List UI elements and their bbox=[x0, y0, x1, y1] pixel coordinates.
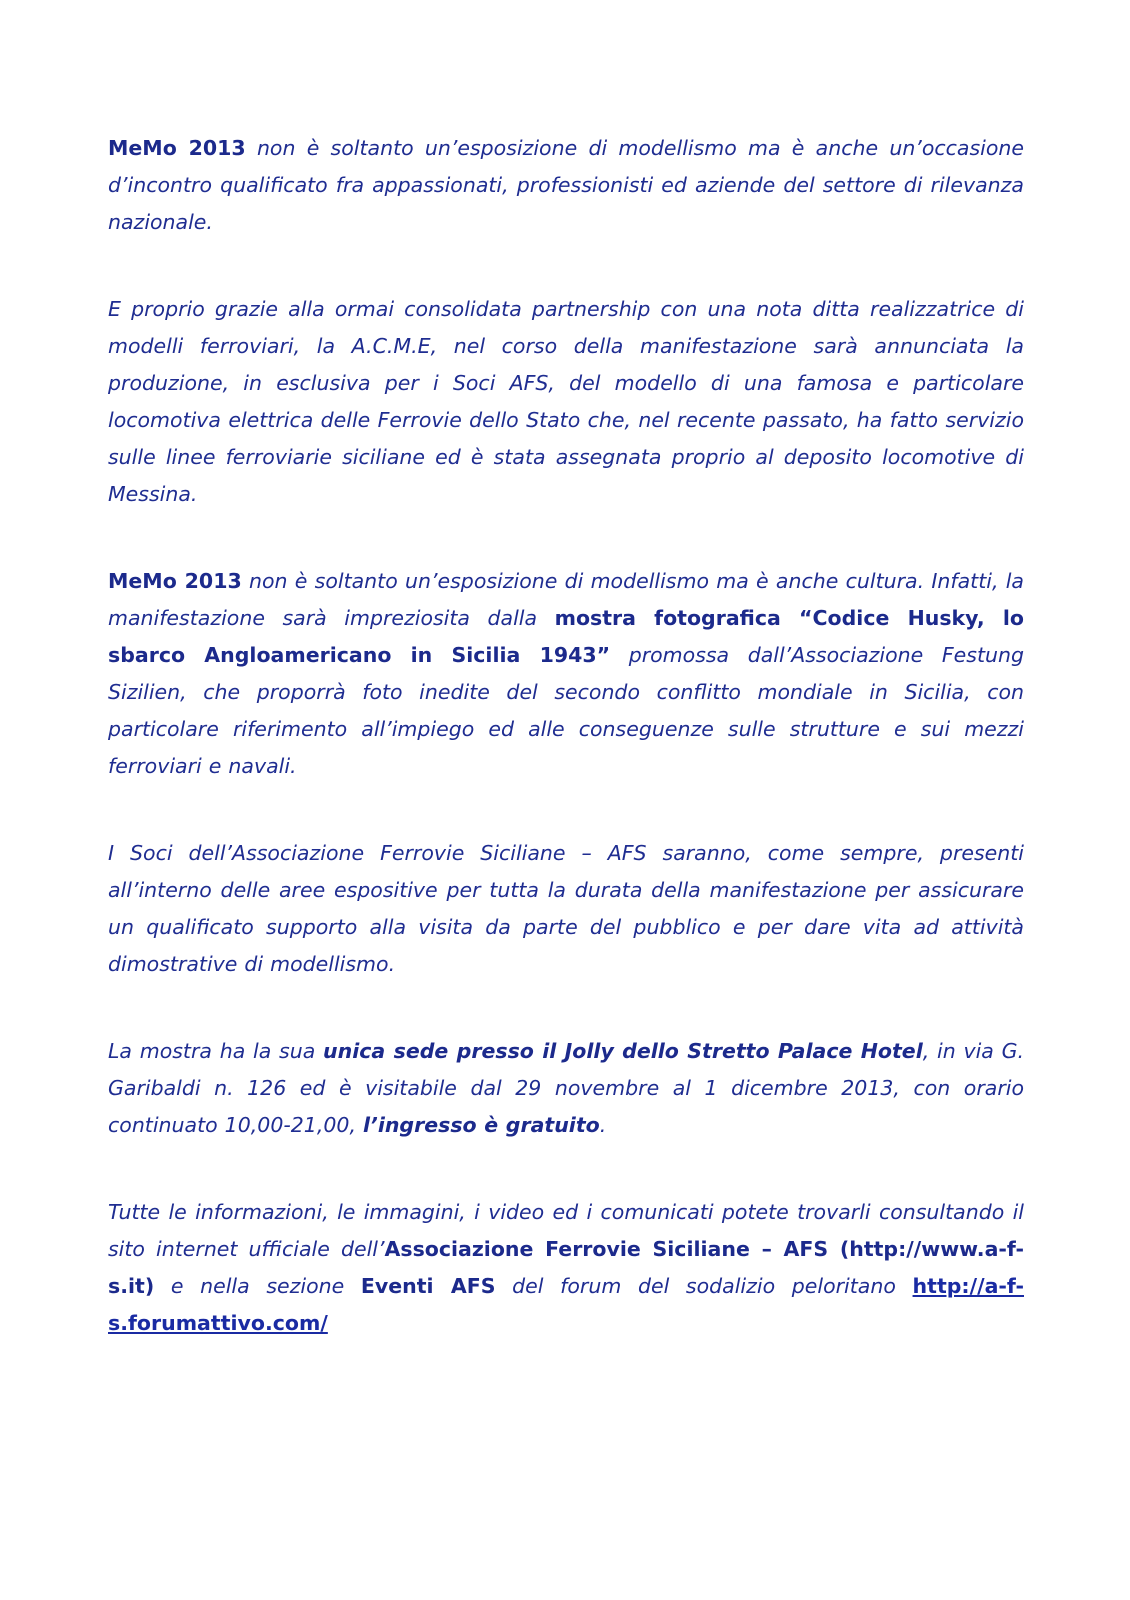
document-body bbox=[108, 130, 1024, 1342]
paragraph-text: E proprio grazie alla ormai consolidata partnership con una nota ditta realizzatrice di modelli ferroviari, la A.C.M.E, nel corso della manifestazione sarà annunciata la produzione, in esclusiva per i Soci AFS, del modello di una famosa e particolare locomotiva elettrica delle Ferrovie dello Stato che, nel recente passato, ha fatto servizio sulle linee ferroviarie siciliane ed è stata assegnata proprio al deposito locomotive di Messina. bbox=[108, 297, 1024, 506]
paragraph-partnership bbox=[108, 291, 1024, 513]
paragraph-text: , in via G. Garibaldi n. 126 ed è visitabile dal 29 novembre al 1 dicembre 2013, con orario continuato 10,00-21,00, bbox=[108, 1039, 1025, 1137]
paragraph-text: del forum del sodalizio peloritano bbox=[495, 1274, 913, 1298]
venue-name: unica sede presso il Jolly dello Stretto Palace Hotel bbox=[323, 1039, 923, 1063]
paragraph-text: promossa dall’Associazione Festung Sizilien, che proporrà foto inedite del secondo conflitto mondiale in Sicilia, con particolare riferimento all’impiego ed alle conseguenze sulle strutture e sui mezzi ferroviari e navali. bbox=[108, 643, 1024, 778]
org-site-reference: Associazione Ferrovie Siciliane – AFS (http://www.a-f-s.it) bbox=[108, 1237, 1024, 1298]
event-name: MeMo 2013 bbox=[108, 569, 242, 593]
forum-link[interactable]: http://a-f-s.forumattivo.com/ bbox=[108, 1274, 1024, 1335]
paragraph-info bbox=[108, 1194, 1024, 1342]
free-entry-note: l’ingresso è gratuito bbox=[363, 1113, 600, 1137]
paragraph-text: e nella sezione bbox=[154, 1274, 361, 1298]
paragraph-text: non è soltanto un’esposizione di modellismo ma è anche cultura. Infatti, la manifestazione sarà impreziosita dalla bbox=[108, 569, 1024, 630]
exhibit-title: mostra fotografica “Codice Husky, lo sbarco Angloamericano in Sicilia 1943” bbox=[108, 606, 1024, 667]
events-section-name: Eventi AFS bbox=[360, 1274, 496, 1298]
paragraph-text: . bbox=[599, 1113, 607, 1137]
paragraph-text: La mostra ha la sua bbox=[108, 1039, 324, 1063]
event-name: MeMo 2013 bbox=[108, 136, 246, 160]
paragraph-intro bbox=[108, 130, 1024, 241]
paragraph-venue bbox=[108, 1033, 1024, 1144]
paragraph-text: Tutte le informazioni, le immagini, i video ed i comunicati potete trovarli consultando il sito internet ufficiale dell’ bbox=[108, 1200, 1024, 1261]
paragraph-text: non è soltanto un’esposizione di modellismo ma è anche un’occasione d’incontro qualificato fra appassionati, professionisti ed aziende del settore di rilevanza nazionale. bbox=[108, 136, 1024, 234]
paragraph-culture bbox=[108, 563, 1024, 785]
paragraph-members bbox=[108, 835, 1024, 983]
paragraph-text: I Soci dell’Associazione Ferrovie Siciliane – AFS saranno, come sempre, presenti all’interno delle aree espositive per tutta la durata della manifestazione per assicurare un qualificato supporto alla visita da parte del pubblico e per dare vita ad attività dimostrative di modellismo. bbox=[108, 841, 1024, 976]
